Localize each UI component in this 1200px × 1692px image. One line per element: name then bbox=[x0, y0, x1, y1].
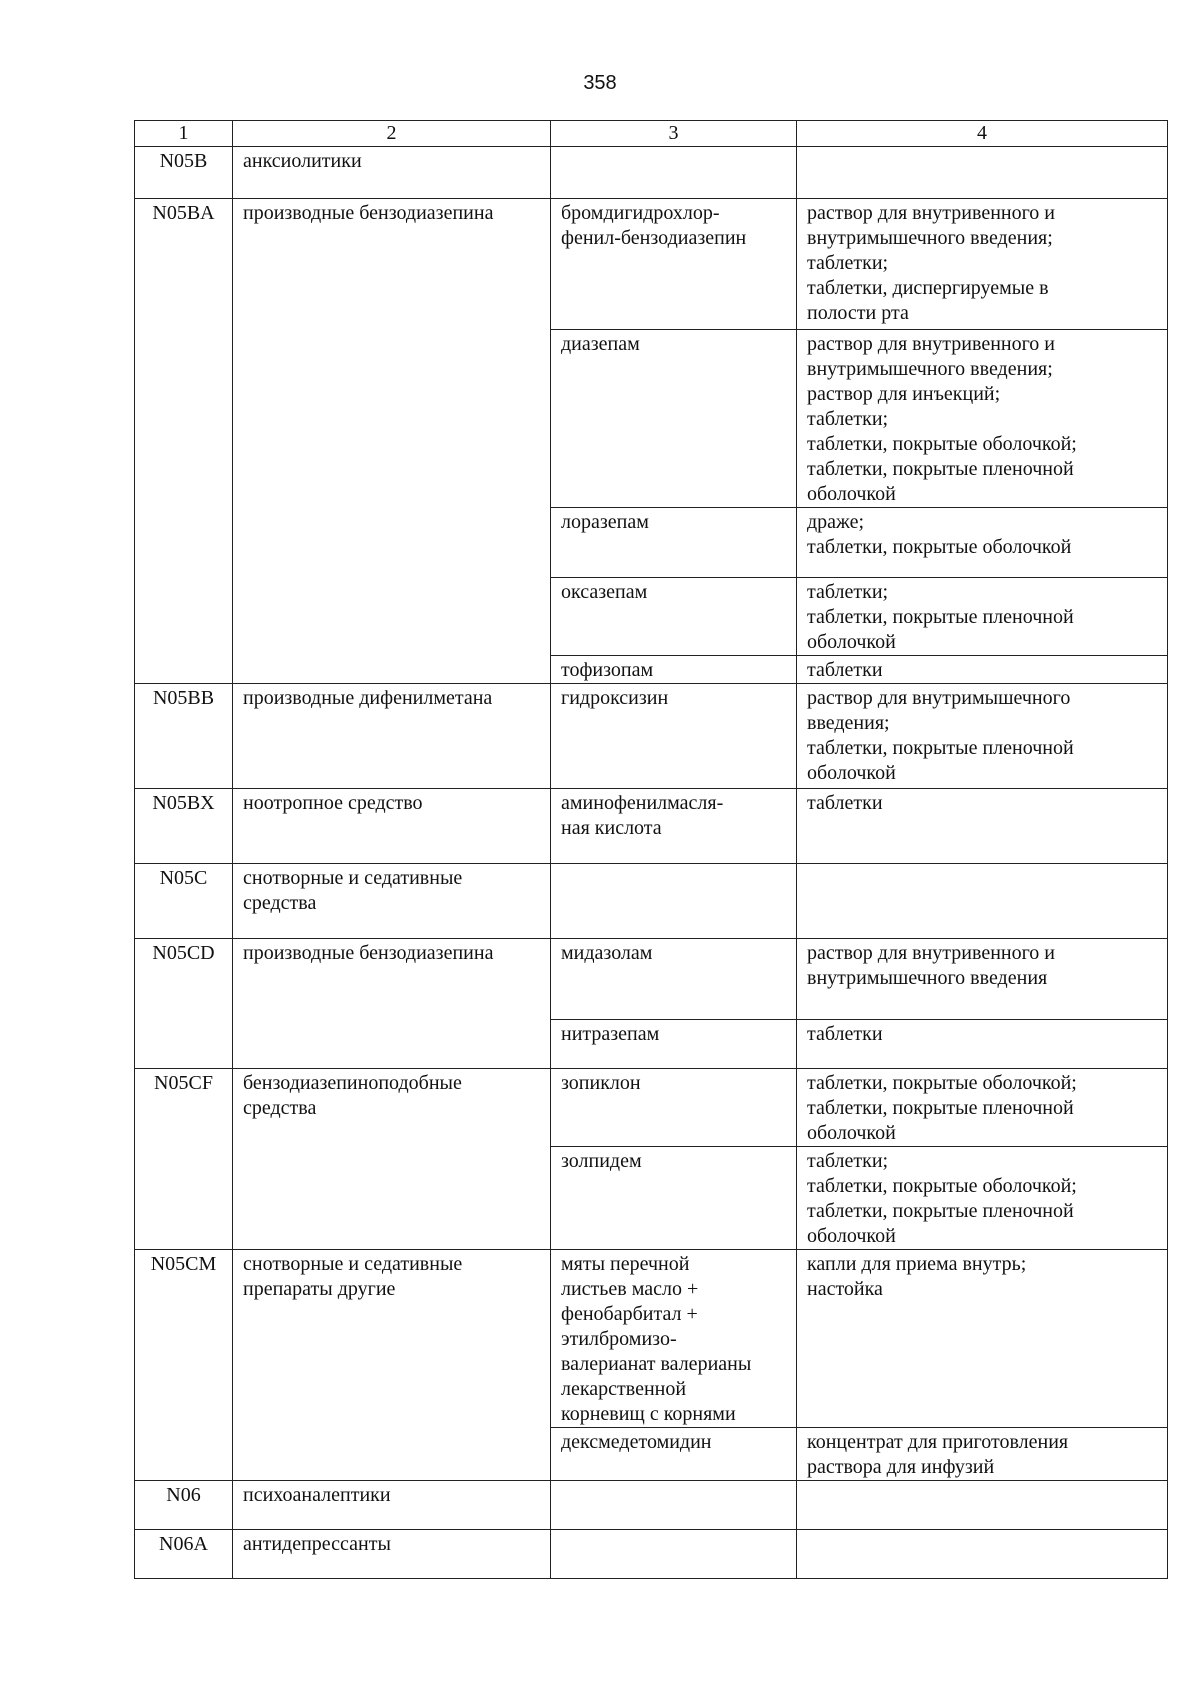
table-row bbox=[135, 939, 1168, 1020]
dosage-form: капли для приема внутрь; настойка bbox=[797, 1250, 1168, 1428]
table-row bbox=[135, 684, 1168, 789]
drug-name: мяты перечной листьев масло + фенобарбитал + этилбромизо- валерианат валерианы лекарственной корневищ с корнями bbox=[551, 1250, 797, 1428]
dosage-form: концентрат для приготовления раствора для инфузий bbox=[797, 1428, 1168, 1481]
dosage-form: таблетки bbox=[797, 656, 1168, 684]
pharmacological-group: бензодиазепиноподобные средства bbox=[233, 1069, 551, 1250]
dosage-form: таблетки bbox=[797, 789, 1168, 864]
dosage-form bbox=[797, 1530, 1168, 1579]
pharmacological-group: производные бензодиазепина bbox=[233, 199, 551, 684]
dosage-form: раствор для внутривенного и внутримышечного введения; таблетки; таблетки, диспергируемые в полости рта bbox=[797, 199, 1168, 330]
drug-name: лоразепам bbox=[551, 508, 797, 578]
drug-name: мидазолам bbox=[551, 939, 797, 1020]
table-row bbox=[135, 789, 1168, 864]
drug-table bbox=[134, 120, 1168, 1579]
header-col-3: 3 bbox=[551, 121, 797, 147]
header-col-2: 2 bbox=[233, 121, 551, 147]
pharmacological-group: снотворные и седативные препараты другие bbox=[233, 1250, 551, 1481]
drug-name: тофизопам bbox=[551, 656, 797, 684]
table-row bbox=[135, 147, 1168, 199]
atc-code: N05B bbox=[135, 147, 233, 199]
atc-code: N05C bbox=[135, 864, 233, 939]
drug-name bbox=[551, 147, 797, 199]
header-col-4: 4 bbox=[797, 121, 1168, 147]
drug-name bbox=[551, 1530, 797, 1579]
atc-code: N05CD bbox=[135, 939, 233, 1069]
dosage-form: таблетки bbox=[797, 1020, 1168, 1069]
table-row bbox=[135, 1481, 1168, 1530]
dosage-form: раствор для внутривенного и внутримышечного введения bbox=[797, 939, 1168, 1020]
pharmacological-group: производные бензодиазепина bbox=[233, 939, 551, 1069]
table-row bbox=[135, 1069, 1168, 1147]
dosage-form: раствор для внутримышечного введения; таблетки, покрытые пленочной оболочкой bbox=[797, 684, 1168, 789]
dosage-form: таблетки, покрытые оболочкой; таблетки, покрытые пленочной оболочкой bbox=[797, 1069, 1168, 1147]
drug-name bbox=[551, 864, 797, 939]
atc-code: N05CF bbox=[135, 1069, 233, 1250]
dosage-form: таблетки; таблетки, покрытые оболочкой; таблетки, покрытые пленочной оболочкой bbox=[797, 1147, 1168, 1250]
atc-code: N06A bbox=[135, 1530, 233, 1579]
pharmacological-group: антидепрессанты bbox=[233, 1530, 551, 1579]
drug-name: аминофенилмасля- ная кислота bbox=[551, 789, 797, 864]
header-row bbox=[135, 121, 1168, 147]
pharmacological-group: ноотропное средство bbox=[233, 789, 551, 864]
drug-name: бромдигидрохлор- фенил-бензодиазепин bbox=[551, 199, 797, 330]
drug-name: зопиклон bbox=[551, 1069, 797, 1147]
pharmacological-group: снотворные и седативные средства bbox=[233, 864, 551, 939]
dosage-form bbox=[797, 147, 1168, 199]
atc-code: N05BB bbox=[135, 684, 233, 789]
page-number: 358 bbox=[583, 72, 617, 94]
drug-name: гидроксизин bbox=[551, 684, 797, 789]
table-row bbox=[135, 199, 1168, 330]
atc-code: N06 bbox=[135, 1481, 233, 1530]
atc-code: N05CM bbox=[135, 1250, 233, 1481]
dosage-form: раствор для внутривенного и внутримышечного введения; раствор для инъекций; таблетки; таблетки, покрытые оболочкой; таблетки, покрытые пленочной оболочкой bbox=[797, 330, 1168, 508]
table-row bbox=[135, 1530, 1168, 1579]
atc-code: N05BA bbox=[135, 199, 233, 684]
drug-name: золпидем bbox=[551, 1147, 797, 1250]
pharmacological-group: психоаналептики bbox=[233, 1481, 551, 1530]
drug-name: дексмедетомидин bbox=[551, 1428, 797, 1481]
table-row bbox=[135, 1250, 1168, 1428]
pharmacological-group: анксиолитики bbox=[233, 147, 551, 199]
pharmacological-group: производные дифенилметана bbox=[233, 684, 551, 789]
drug-name: нитразепам bbox=[551, 1020, 797, 1069]
drug-name: диазепам bbox=[551, 330, 797, 508]
table-row bbox=[135, 864, 1168, 939]
drug-name: оксазепам bbox=[551, 578, 797, 656]
dosage-form: драже; таблетки, покрытые оболочкой bbox=[797, 508, 1168, 578]
atc-code: N05BX bbox=[135, 789, 233, 864]
dosage-form bbox=[797, 864, 1168, 939]
header-col-1: 1 bbox=[135, 121, 233, 147]
dosage-form bbox=[797, 1481, 1168, 1530]
drug-name bbox=[551, 1481, 797, 1530]
dosage-form: таблетки; таблетки, покрытые пленочной оболочкой bbox=[797, 578, 1168, 656]
